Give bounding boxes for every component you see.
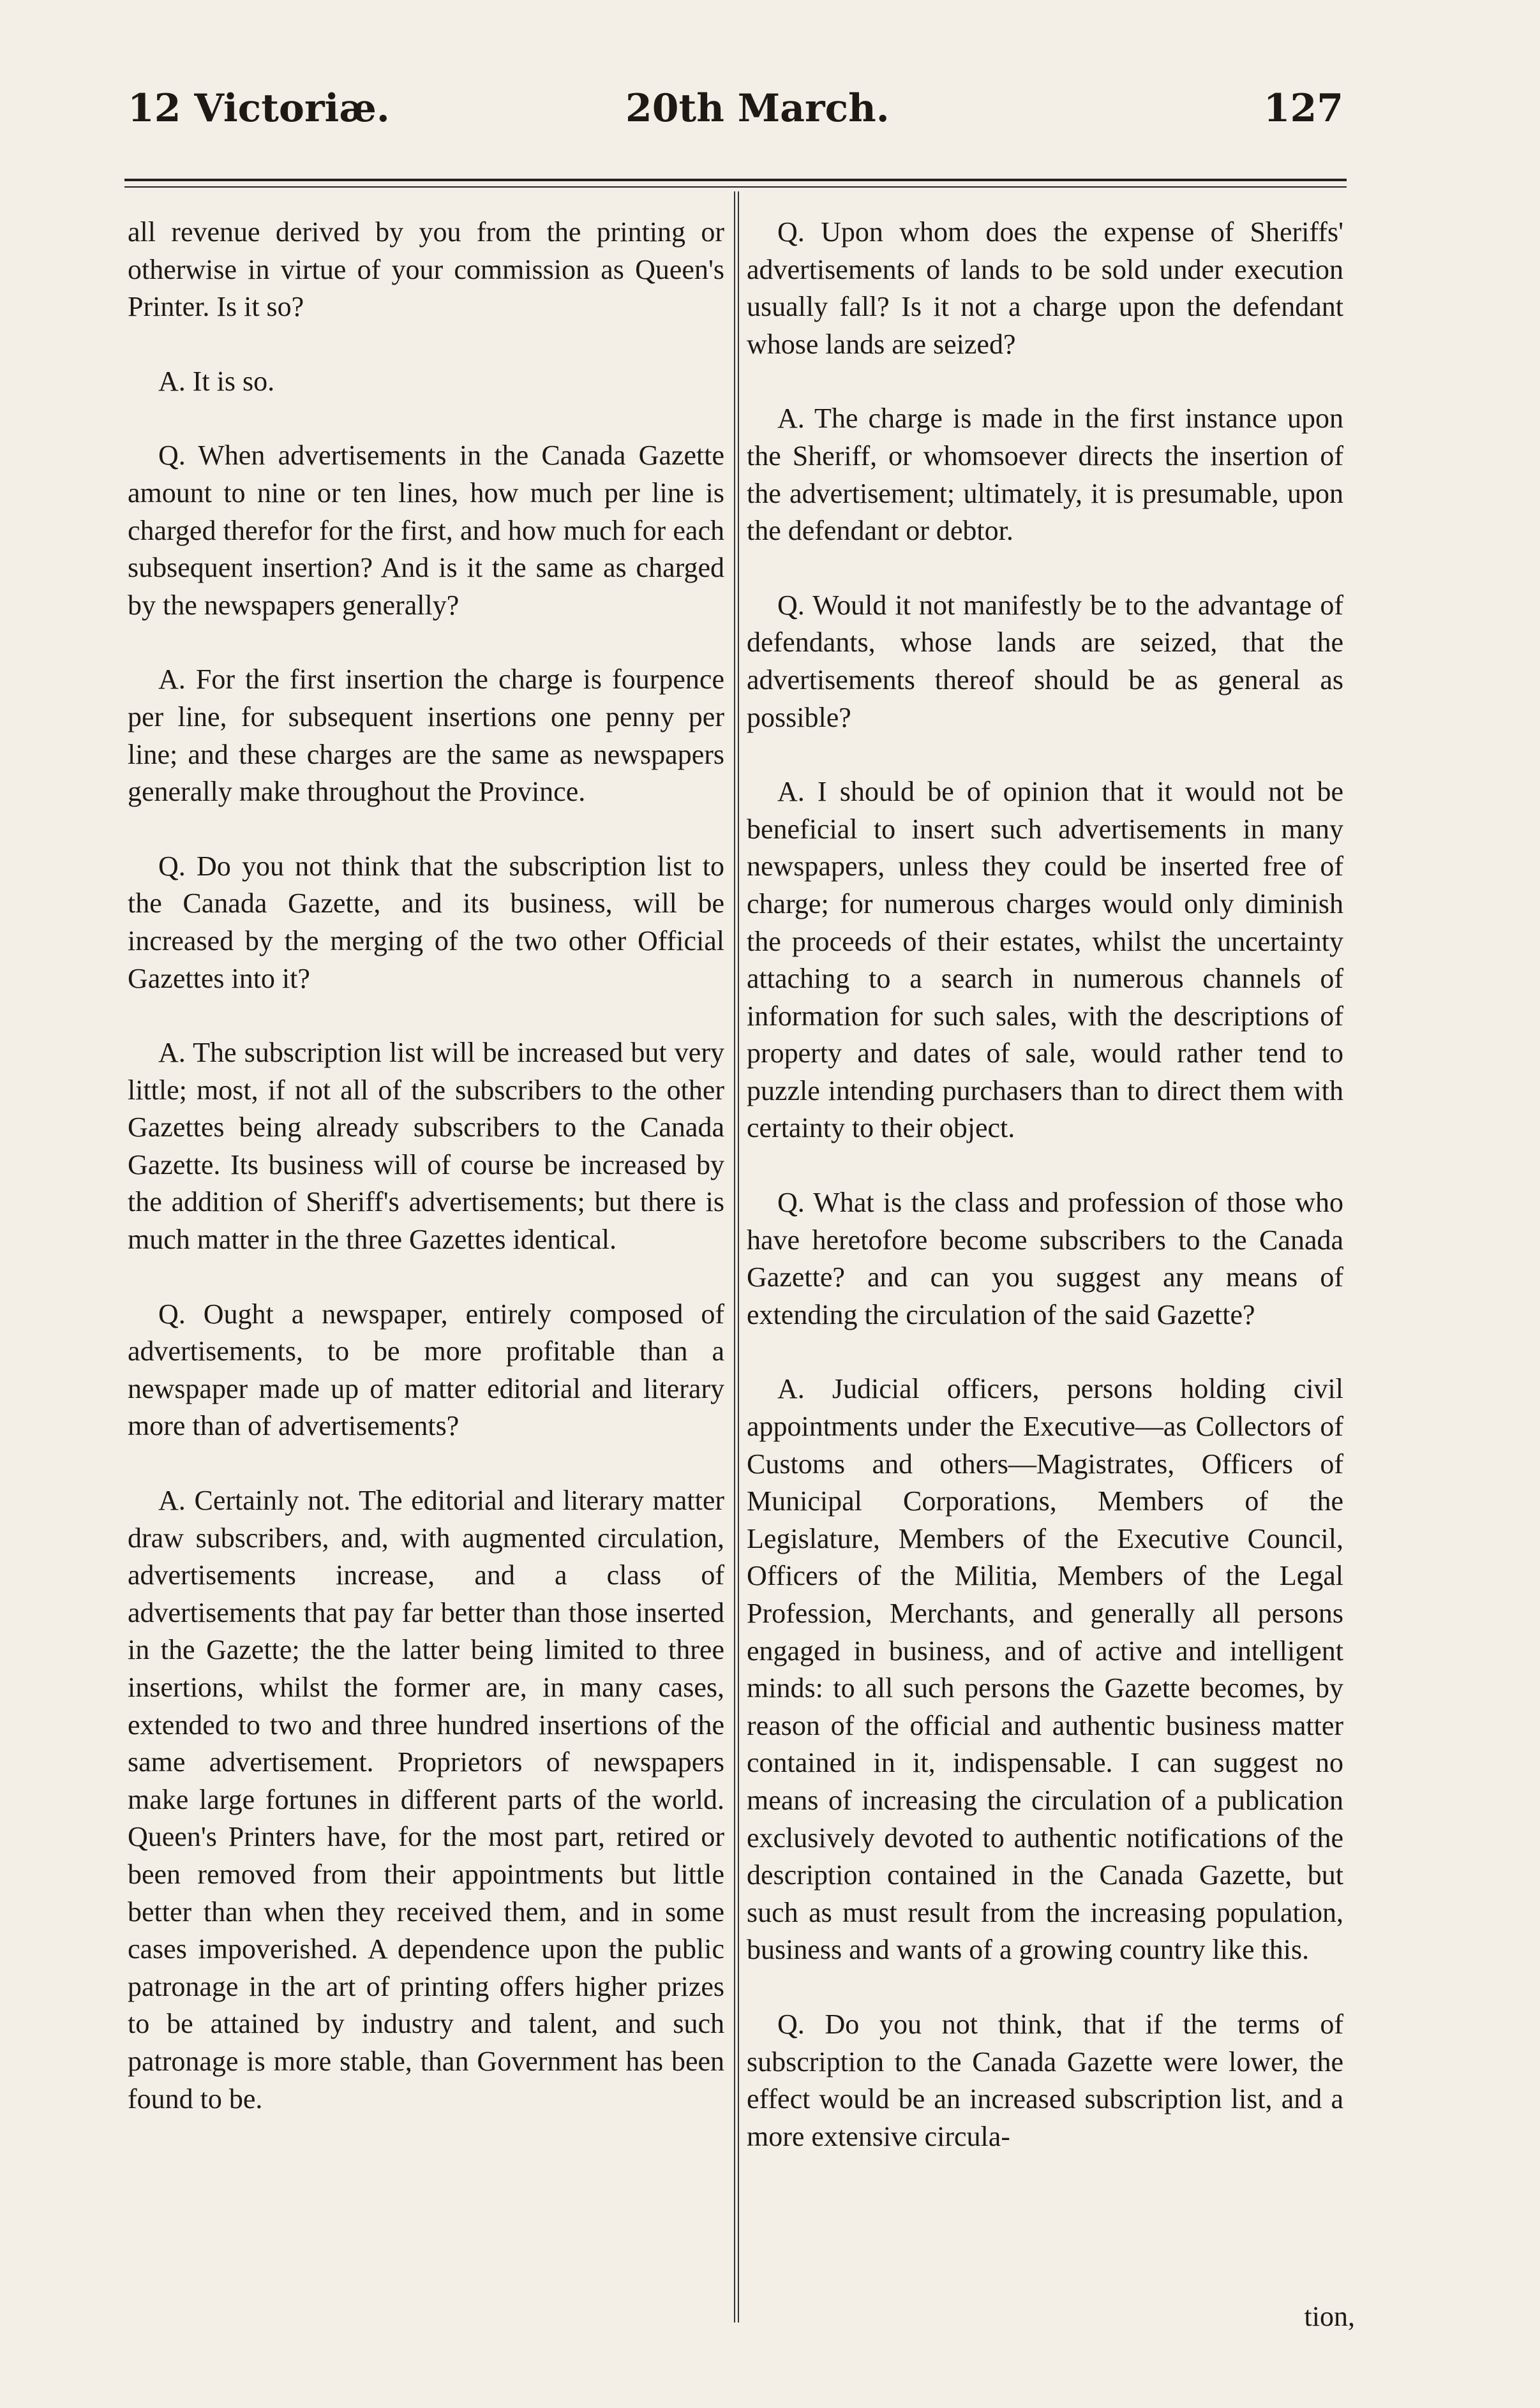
paragraph: A. The charge is made in the first instance upon the Sheriff, or whomsoever directs the insertion of the advertisement; ultimately, it is presumable, upon the defendant or debtor. xyxy=(747,403,1343,547)
column-divider xyxy=(734,191,739,2323)
running-header xyxy=(128,77,1343,140)
paragraph: Q. Would it not manifestly be to the advantage of defendants, whose lands are seized, that the advertisements thereof should be as general as possible? xyxy=(747,589,1343,733)
header-regnal-year: 12 Victoriæ. xyxy=(128,86,390,131)
page-number: 127 xyxy=(1263,86,1343,131)
catchword: tion, xyxy=(1304,2301,1355,2332)
paragraph: A. The subscription list will be increased but very little; most, if not all of the subscribers to the other Gazettes being already subscribers to the Canada Gazette. Its business will of course be increased by the addition of Sheriff's advertisements; but there is much matter in the three Gazettes identical. xyxy=(128,1037,724,1256)
right-column xyxy=(747,214,1343,2155)
paragraph: A. Certainly not. The editorial and literary matter draw subscribers, and, with augmented circulation, advertisements increase, and a class of advertisements that pay far better than those inserted in the Gazette; the the latter being limited to three insertions, whilst the former are, in many cases, extended to two and three hundred insertions of the same advertisement. Proprietors of newspapers make large fortunes in different parts of the world. Queen's Printers have, for the most part, retired or been removed from their appointments but little better than when they received them, and in some cases impoverished. A dependence upon the public patronage in the art of printing offers higher prizes to be attained by industry and talent, and such patronage is more stable, than Government has been found to be. xyxy=(128,1485,724,2114)
header-date: 20th March. xyxy=(625,86,890,131)
paragraph: A. I should be of opinion that it would not be beneficial to insert such advertisements in many newspapers, unless they could be inserted free of charge; for numerous charges would only diminish the proceeds of their estates, whilst the uncertainty attaching to a search in numerous channels of information for such sales, with the descriptions of property and dates of sale, would rather tend to puzzle intending purchasers than to direct them with certainty to their object. xyxy=(747,776,1343,1144)
paragraph: Q. Upon whom does the expense of Sheriffs' advertisements of lands to be sold under execution usually fall? Is it not a charge upon the defendant whose lands are seized? xyxy=(747,216,1343,360)
paragraph: A. For the first insertion the charge is fourpence per line, for subsequent insertions one penny per line; and these charges are the same as newspapers generally make throughout the Province. xyxy=(128,664,724,808)
paragraph: A. Judicial officers, persons holding civil appointments under the Executive—as Collectors of Customs and others—Magistrates, Officers of Municipal Corporations, Members of the Legislature, Members of the Executive Council, Officers of the Militia, Members of the Legal Profession, Merchants, and generally all persons engaged in business, and of active and intelligent minds: to all such persons the Gazette becomes, by reason of the official and authentic business matter contained in it, indispensable. I can suggest no means of increasing the circulation of a publication exclusively devoted to authentic notifications of the description contained in the Canada Gazette, but such as must result from the increasing population, business and wants of a growing country like this. xyxy=(747,1373,1343,1966)
paragraph: all revenue derived by you from the printing or otherwise in virtue of your commission as Queen's Printer. Is it so? xyxy=(128,216,724,323)
paragraph: Q. What is the class and profession of those who have heretofore become subscribers to the Canada Gazette? and can you suggest any means of extending the circulation of the said Gazette? xyxy=(747,1187,1343,1330)
header-rule-thick xyxy=(124,179,1347,181)
header-rule-thin xyxy=(124,186,1347,188)
paragraph: Q. When advertisements in the Canada Gazette amount to nine or ten lines, how much per line is charged therefor for the first, and how much for each subsequent insertion? And is it the same as charged by the newspapers generally? xyxy=(128,440,724,621)
paragraph: A. It is so. xyxy=(158,365,275,397)
left-column xyxy=(128,214,724,2118)
paragraph: Q. Do you not think, that if the terms of subscription to the Canada Gazette were lower, the effect would be an increased subscription list, and a more extensive circula- xyxy=(747,2008,1343,2152)
paragraph: Q. Ought a newspaper, entirely composed of advertisements, to be more profitable than a newspaper made up of matter editorial and literary more than of advertisements? xyxy=(128,1298,724,1442)
paragraph: Q. Do you not think that the subscription list to the Canada Gazette, and its business, will be increased by the merging of the two other Official Gazettes into it? xyxy=(128,850,724,994)
